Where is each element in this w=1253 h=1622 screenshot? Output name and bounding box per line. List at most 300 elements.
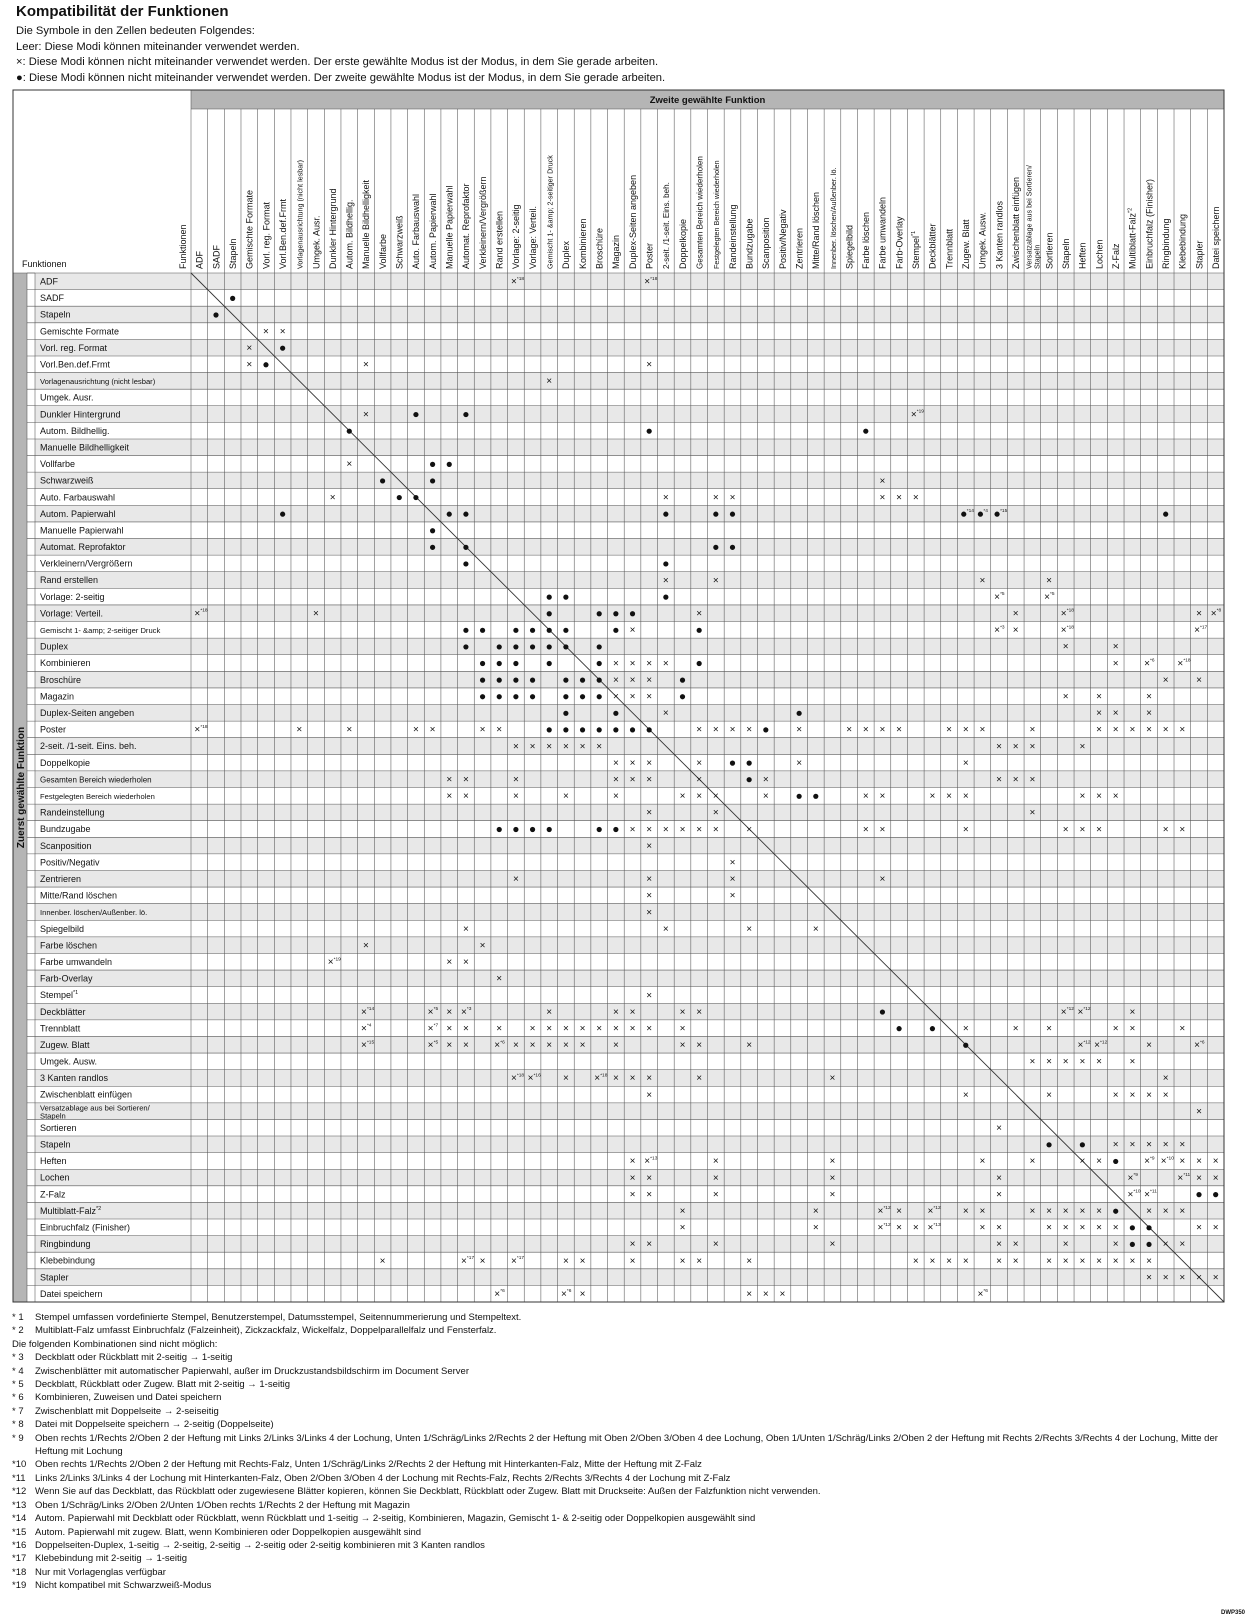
- incompatible-dot: [963, 1043, 968, 1048]
- incompatible-cross: ×: [977, 1289, 984, 1301]
- footnote: [12, 1539, 1242, 1552]
- incompatible-dot: [497, 661, 502, 666]
- incompatible-dot: [663, 512, 668, 517]
- incompatible-dot: [1196, 1192, 1201, 1197]
- incompatible-dot: [447, 512, 452, 517]
- incompatible-cross: ×: [1129, 1006, 1136, 1018]
- incompatible-cross: ×: [829, 1189, 836, 1201]
- incompatible-cross: ×: [1127, 1189, 1134, 1201]
- incompatible-cross: ×: [263, 326, 269, 338]
- incompatible-cross: ×: [879, 492, 886, 504]
- incompatible-cross: ×: [1196, 1156, 1202, 1168]
- incompatible-cross: ×: [879, 824, 886, 836]
- footnote-marker: *12: [1100, 1040, 1108, 1046]
- incompatible-cross: ×: [1096, 1206, 1102, 1218]
- footnote-marker: *19: [333, 957, 341, 963]
- incompatible-cross: ×: [494, 1040, 501, 1052]
- column-label: Auto. Farbauswahl: [411, 193, 422, 269]
- incompatible-dot: [280, 512, 285, 517]
- column-label: Trennblatt: [944, 228, 955, 269]
- incompatible-dot: [497, 644, 502, 649]
- incompatible-dot: [1046, 1142, 1051, 1147]
- incompatible-dot: [597, 678, 602, 683]
- incompatible-cross: ×: [929, 791, 936, 803]
- column-label: Z-Falz: [1111, 243, 1122, 269]
- row-label: Mitte/Rand löschen: [40, 890, 118, 901]
- incompatible-dot: [530, 644, 535, 649]
- incompatible-cross: ×: [762, 791, 769, 803]
- incompatible-cross: ×: [746, 923, 753, 935]
- incompatible-dot: [630, 611, 635, 616]
- incompatible-cross: ×: [829, 1073, 836, 1085]
- incompatible-cross: ×: [1146, 1040, 1152, 1052]
- funktionen-column-label: Funktionen: [178, 224, 188, 269]
- row-label: Broschüre: [40, 674, 82, 685]
- incompatible-cross: ×: [994, 591, 1000, 603]
- row-shade: [35, 1136, 1224, 1153]
- footnote-text: Multiblatt-Falz umfasst Einbruchfalz (Falzeinheit), Zickzackfalz, Wickelfalz, Doppelparallelfalz und Fensterfalz.: [35, 1325, 497, 1337]
- footnote-marker: *17: [516, 1256, 525, 1262]
- incompatible-dot: [430, 545, 435, 550]
- incompatible-cross: ×: [1196, 1172, 1202, 1184]
- footnote-marker: *17: [466, 1256, 475, 1262]
- row-label: Positiv/Negativ: [40, 857, 100, 868]
- incompatible-dot: [580, 694, 585, 699]
- row-label: Umgek. Ausw.: [40, 1056, 98, 1067]
- footnote-marker: *12: [1083, 1040, 1091, 1046]
- footnote-marker: *5: [433, 1007, 439, 1013]
- incompatible-cross: ×: [1194, 1040, 1200, 1052]
- incompatible-cross: ×: [1029, 807, 1036, 819]
- incompatible-cross: ×: [510, 276, 517, 288]
- incompatible-dot: [1080, 1142, 1085, 1147]
- footnote-marker: *18: [516, 276, 525, 282]
- incompatible-dot: [547, 611, 552, 616]
- row-label: Magazin: [40, 691, 75, 702]
- legend-line: Die Symbole in den Zellen bedeuten Folgendes:: [16, 25, 255, 37]
- incompatible-dot: [961, 512, 966, 517]
- row-label: Datei speichern: [40, 1288, 103, 1299]
- footnote-marker: *17: [1200, 625, 1208, 631]
- incompatible-cross: ×: [1096, 691, 1102, 703]
- column-label: Verkleinern/Vergrößern: [477, 176, 488, 269]
- row-shade: [35, 854, 1224, 871]
- column-label: Datei speichern: [1210, 206, 1221, 269]
- incompatible-cross: ×: [996, 1239, 1002, 1251]
- incompatible-cross: ×: [296, 724, 303, 736]
- row-label: Festgelegten Bereich wiederholen: [40, 791, 155, 801]
- footnote: [12, 1458, 1242, 1471]
- incompatible-cross: ×: [712, 1156, 719, 1168]
- incompatible-cross: ×: [1112, 708, 1119, 720]
- incompatible-cross: ×: [1144, 1189, 1150, 1201]
- incompatible-dot: [447, 462, 452, 467]
- incompatible-cross: ×: [1062, 1222, 1069, 1234]
- row-shade: [35, 456, 1224, 473]
- incompatible-dot: [480, 678, 485, 683]
- column-label: 2-seit. /1-seit. Eins. beh.: [662, 182, 672, 269]
- footnote-marker: *5: [1000, 592, 1005, 598]
- footnote: [12, 1418, 1242, 1431]
- incompatible-cross: ×: [629, 757, 636, 769]
- footnote-marker: *4: [366, 1023, 372, 1029]
- incompatible-dot: [413, 412, 418, 417]
- column-label: Innenber. löschen/Außenber. lö.: [828, 167, 838, 269]
- row-shade: [35, 837, 1224, 854]
- incompatible-cross: ×: [446, 957, 453, 969]
- incompatible-cross: ×: [729, 492, 736, 504]
- incompatible-dot: [513, 661, 518, 666]
- footnote-marker: *5: [433, 1040, 439, 1046]
- incompatible-dot: [978, 512, 983, 517]
- column-label: Zugew. Blatt: [961, 219, 972, 269]
- incompatible-cross: ×: [979, 1206, 986, 1218]
- footnote-text: Oben rechts 1/Rechts 2/Oben 2 der Heftung mit Links 2/Links 3/Links 4 der Lochung, Unten 1/Schräg/Links 2/Rechts 2 der Heftung mit Oben 2/Oben 3/Oben 4 dee Lochung, Oben 1/Unten 1/Schräg/Links 2/Oben 2 der Heftung mit Rechts 2/Rechts 3/Rechts 4 der Lochung, Mitte der Heftung mit Lochung: [35, 1432, 1218, 1458]
- footnote-marker: *18: [516, 1073, 525, 1079]
- incompatible-cross: ×: [629, 625, 636, 637]
- incompatible-cross: ×: [1112, 658, 1119, 670]
- footnote-key: * 2: [12, 1325, 24, 1337]
- column-label: Multiblatt-Falz$^{*2}$: [1127, 207, 1138, 269]
- footnote: [12, 1512, 1242, 1525]
- incompatible-dot: [463, 412, 468, 417]
- incompatible-cross: ×: [194, 608, 201, 620]
- incompatible-dot: [547, 661, 552, 666]
- footnote-marker: *18: [1066, 625, 1074, 631]
- incompatible-cross: ×: [994, 625, 1000, 637]
- row-shade: [35, 373, 1224, 390]
- row-label: SADF: [40, 293, 65, 304]
- footnote-key: *13: [12, 1499, 27, 1511]
- incompatible-dot: [1163, 512, 1168, 517]
- incompatible-cross: ×: [1079, 1222, 1086, 1234]
- incompatible-cross: ×: [662, 575, 669, 587]
- footnote-marker: *18: [200, 608, 208, 614]
- footnote: [12, 1311, 1242, 1324]
- column-label: Broschüre: [594, 227, 605, 269]
- incompatible-cross: ×: [696, 1006, 703, 1018]
- row-shade: [35, 904, 1224, 921]
- incompatible-cross: ×: [1096, 1056, 1102, 1068]
- footnote: [12, 1499, 1242, 1512]
- row-label: Auto. Farbauswahl: [40, 492, 116, 503]
- incompatible-cross: ×: [629, 1172, 636, 1184]
- incompatible-cross: ×: [812, 923, 819, 935]
- incompatible-cross: ×: [1029, 741, 1036, 753]
- incompatible-cross: ×: [327, 957, 334, 969]
- incompatible-cross: ×: [1046, 1222, 1052, 1234]
- incompatible-dot: [547, 595, 552, 600]
- footnote-marker: *6: [983, 1289, 988, 1295]
- incompatible-cross: ×: [696, 724, 703, 736]
- footnote-text: Oben rechts 1/Rechts 2/Oben 2 der Heftung mit Rechts-Falz, Unten 1/Schräg/Links 2/Rechts 2 der Heftung mit Hinterkanten-Falz, Mitte der Heftung mit Z-Falz: [35, 1459, 702, 1471]
- footnote-marker: *19: [916, 409, 924, 415]
- incompatible-cross: ×: [446, 774, 453, 786]
- column-label: Vorl. reg. Format: [261, 201, 272, 269]
- incompatible-cross: ×: [696, 791, 703, 803]
- column-label: Gemischte Formate: [244, 189, 255, 269]
- row-shade: [35, 539, 1224, 556]
- incompatible-cross: ×: [496, 1023, 503, 1035]
- footnote-marker: *7: [433, 1023, 439, 1029]
- incompatible-cross: ×: [729, 857, 736, 869]
- incompatible-cross: ×: [361, 1023, 367, 1035]
- column-label: Ringbindung: [1160, 218, 1171, 269]
- incompatible-dot: [1130, 1225, 1135, 1230]
- row-label: Zentrieren: [40, 873, 82, 884]
- row-shade: [35, 1119, 1224, 1136]
- column-label: Bundzugabe: [744, 218, 755, 269]
- footnote-marker: *6: [500, 1289, 505, 1295]
- incompatible-cross: ×: [1096, 708, 1102, 720]
- row-shade: [35, 953, 1224, 970]
- incompatible-cross: ×: [979, 575, 986, 587]
- incompatible-cross: ×: [646, 1239, 653, 1251]
- row-label: Z-Falz: [40, 1189, 66, 1200]
- column-label: Spiegelbild: [844, 224, 855, 269]
- column-label: Stapler: [1194, 240, 1205, 269]
- incompatible-dot: [797, 711, 802, 716]
- incompatible-cross: ×: [1079, 824, 1086, 836]
- incompatible-cross: ×: [712, 1172, 719, 1184]
- column-label: Rand erstellen: [494, 210, 505, 269]
- incompatible-cross: ×: [696, 1255, 703, 1267]
- footnote-key: * 5: [12, 1379, 24, 1391]
- footnote-key: * 1: [12, 1312, 24, 1323]
- incompatible-cross: ×: [612, 658, 619, 670]
- incompatible-cross: ×: [1044, 591, 1050, 603]
- incompatible-cross: ×: [579, 1289, 586, 1301]
- incompatible-cross: ×: [1196, 1222, 1202, 1234]
- incompatible-cross: ×: [662, 824, 669, 836]
- incompatible-cross: ×: [1146, 691, 1152, 703]
- incompatible-cross: ×: [1146, 1139, 1152, 1151]
- row-label: Umgek. Ausr.: [40, 392, 94, 403]
- incompatible-dot: [597, 727, 602, 732]
- incompatible-cross: ×: [1146, 1089, 1152, 1101]
- incompatible-cross: ×: [446, 791, 453, 803]
- footnote: [12, 1552, 1242, 1565]
- row-label: Verkleinern/Vergrößern: [40, 558, 133, 569]
- incompatible-cross: ×: [662, 708, 669, 720]
- incompatible-cross: ×: [1096, 1255, 1102, 1267]
- column-label: Automat. Reprofaktor: [461, 183, 472, 269]
- incompatible-cross: ×: [1112, 724, 1119, 736]
- incompatible-cross: ×: [646, 1172, 653, 1184]
- row-shade: [35, 555, 1224, 572]
- incompatible-cross: ×: [1196, 674, 1202, 686]
- incompatible-cross: ×: [529, 741, 536, 753]
- incompatible-cross: ×: [646, 691, 653, 703]
- incompatible-dot: [480, 628, 485, 633]
- footnote-key: *19: [12, 1580, 27, 1592]
- incompatible-cross: ×: [679, 1255, 686, 1267]
- row-label: Manuelle Bildhelligkeit: [40, 442, 130, 453]
- column-label: Schwarzweiß: [394, 215, 405, 269]
- incompatible-cross: ×: [546, 741, 553, 753]
- incompatible-cross: ×: [962, 1206, 969, 1218]
- incompatible-dot: [563, 595, 568, 600]
- incompatible-dot: [513, 694, 518, 699]
- footnote-key: * 9: [12, 1432, 24, 1444]
- incompatible-cross: ×: [729, 874, 736, 886]
- incompatible-dot: [263, 362, 268, 367]
- row-label: Klebebindung: [40, 1255, 96, 1266]
- incompatible-dot: [530, 827, 535, 832]
- incompatible-cross: ×: [679, 1222, 686, 1234]
- corner-label: Funktionen: [22, 259, 67, 269]
- row-label: Bundzugabe: [40, 824, 91, 835]
- incompatible-cross: ×: [1079, 1255, 1086, 1267]
- row-label: Poster: [40, 724, 67, 735]
- incompatible-cross: ×: [979, 1222, 986, 1234]
- footnote-marker: *12: [933, 1206, 941, 1212]
- footnote-marker: *9: [1133, 1173, 1138, 1179]
- row-label: Ringbindung: [40, 1239, 91, 1250]
- column-label: SADF: [211, 244, 222, 269]
- row-label: Zugew. Blatt: [40, 1039, 90, 1050]
- figure-code: DWP350: [1220, 1610, 1245, 1616]
- footnote-marker: *13: [650, 1156, 658, 1162]
- incompatible-cross: ×: [1127, 1172, 1134, 1184]
- footnote-text: Oben 1/Schräg/Links 2/Oben 2/Unten 1/Oben rechts 1/Rechts 2 der Heftung mit Magazin: [35, 1499, 410, 1511]
- incompatible-cross: ×: [512, 741, 519, 753]
- incompatible-cross: ×: [646, 774, 653, 786]
- incompatible-cross: ×: [1029, 1156, 1036, 1168]
- incompatible-cross: ×: [1112, 1089, 1119, 1101]
- column-label: 3 Kanten randlos: [994, 200, 1005, 269]
- footnote-text: Doppelseiten-Duplex, 1-seitig → 2-seitig, 2-seitig → 2-seitig oder 2-seitig kombinieren mit 3 Kanten randlos: [35, 1539, 485, 1551]
- incompatible-cross: ×: [962, 1089, 969, 1101]
- incompatible-cross: ×: [596, 741, 603, 753]
- incompatible-dot: [680, 694, 685, 699]
- incompatible-cross: ×: [329, 492, 336, 504]
- incompatible-cross: ×: [1162, 1206, 1169, 1218]
- incompatible-cross: ×: [510, 1255, 517, 1267]
- incompatible-dot: [463, 561, 468, 566]
- footnote-marker: *14: [966, 509, 974, 515]
- incompatible-cross: ×: [644, 1156, 651, 1168]
- incompatible-cross: ×: [979, 1156, 986, 1168]
- incompatible-cross: ×: [462, 1023, 469, 1035]
- incompatible-cross: ×: [862, 824, 869, 836]
- column-label: Doppelkopie: [677, 218, 688, 269]
- incompatible-dot: [1146, 1225, 1151, 1230]
- incompatible-cross: ×: [1129, 724, 1136, 736]
- incompatible-cross: ×: [596, 1023, 603, 1035]
- incompatible-cross: ×: [896, 1206, 903, 1218]
- incompatible-cross: ×: [1112, 1023, 1119, 1035]
- footnote: [12, 1526, 1242, 1539]
- incompatible-cross: ×: [562, 1023, 569, 1035]
- incompatible-cross: ×: [879, 724, 886, 736]
- row-label: Gesamten Bereich wiederholen: [40, 775, 152, 785]
- incompatible-cross: ×: [962, 1023, 969, 1035]
- row-label: Autom. Papierwahl: [40, 508, 116, 519]
- incompatible-dot: [613, 727, 618, 732]
- incompatible-cross: ×: [1179, 1272, 1186, 1284]
- incompatible-cross: ×: [679, 1206, 686, 1218]
- incompatible-cross: ×: [1029, 724, 1036, 736]
- incompatible-cross: ×: [629, 1189, 636, 1201]
- incompatible-cross: ×: [746, 1040, 753, 1052]
- incompatible-cross: ×: [562, 1073, 569, 1085]
- incompatible-cross: ×: [896, 492, 903, 504]
- row-shade: [35, 738, 1224, 755]
- incompatible-cross: ×: [646, 674, 653, 686]
- incompatible-dot: [213, 312, 218, 317]
- incompatible-dot: [1113, 1209, 1118, 1214]
- incompatible-cross: ×: [1094, 1040, 1100, 1052]
- incompatible-cross: ×: [712, 724, 719, 736]
- incompatible-cross: ×: [646, 840, 653, 852]
- incompatible-cross: ×: [712, 1239, 719, 1251]
- column-label: Umgek. Ausr.: [311, 215, 322, 269]
- row-label: Gemischt 1- &amp; 2-seitiger Druck: [40, 626, 161, 636]
- incompatible-cross: ×: [494, 1289, 501, 1301]
- incompatible-dot: [563, 628, 568, 633]
- row-label: Farbe löschen: [40, 940, 98, 951]
- incompatible-dot: [413, 495, 418, 500]
- footnote-marker: *15: [1000, 509, 1008, 515]
- row-label: Vorlagenausrichtung (nicht lesbar): [40, 377, 156, 387]
- column-label: Versatzablage aus bei Sortieren/Stapeln: [1024, 165, 1042, 269]
- incompatible-cross: ×: [1179, 1239, 1186, 1251]
- incompatible-cross: ×: [1129, 1056, 1136, 1068]
- row-shade: [35, 406, 1224, 423]
- incompatible-cross: ×: [1112, 1255, 1119, 1267]
- footnote-key: *15: [12, 1526, 27, 1538]
- incompatible-dot: [430, 528, 435, 533]
- incompatible-cross: ×: [746, 1289, 753, 1301]
- row-shade: [35, 638, 1224, 655]
- incompatible-cross: ×: [512, 791, 519, 803]
- footnote-text: Kombinieren, Zuweisen und Datei speichern: [35, 1392, 222, 1404]
- incompatible-cross: ×: [1146, 724, 1152, 736]
- row-label: Sortieren: [40, 1122, 77, 1133]
- incompatible-cross: ×: [1012, 1255, 1019, 1267]
- incompatible-cross: ×: [496, 973, 503, 985]
- incompatible-cross: ×: [512, 874, 519, 886]
- footnote-key: *18: [12, 1566, 27, 1578]
- row-label: Vorl. reg. Format: [40, 342, 108, 353]
- footnote-key: *12: [12, 1486, 27, 1498]
- incompatible-cross: ×: [527, 1073, 534, 1085]
- footnote-marker: *8: [1216, 608, 1222, 614]
- footnote-marker: *15: [366, 1040, 375, 1046]
- row-shade: [35, 804, 1224, 821]
- incompatible-cross: ×: [1096, 824, 1102, 836]
- incompatible-cross: ×: [929, 1255, 936, 1267]
- incompatible-dot: [563, 711, 568, 716]
- row-shade: [35, 306, 1224, 323]
- column-label: Festgelegten Bereich wiederholen: [712, 160, 722, 269]
- column-label: Autom. Papierwahl: [427, 193, 438, 269]
- column-label: Gemischt 1- &amp; 2-seitiger Druck: [545, 155, 555, 269]
- incompatible-dot: [680, 678, 685, 683]
- incompatible-dot: [713, 512, 718, 517]
- incompatible-cross: ×: [462, 791, 469, 803]
- column-label: Sortieren: [1044, 232, 1055, 269]
- incompatible-cross: ×: [1079, 1156, 1086, 1168]
- incompatible-dot: [513, 644, 518, 649]
- incompatible-cross: ×: [796, 757, 803, 769]
- incompatible-cross: ×: [629, 824, 636, 836]
- incompatible-cross: ×: [1112, 1139, 1119, 1151]
- incompatible-dot: [730, 761, 735, 766]
- incompatible-cross: ×: [996, 1123, 1002, 1135]
- footnote: [12, 1485, 1242, 1498]
